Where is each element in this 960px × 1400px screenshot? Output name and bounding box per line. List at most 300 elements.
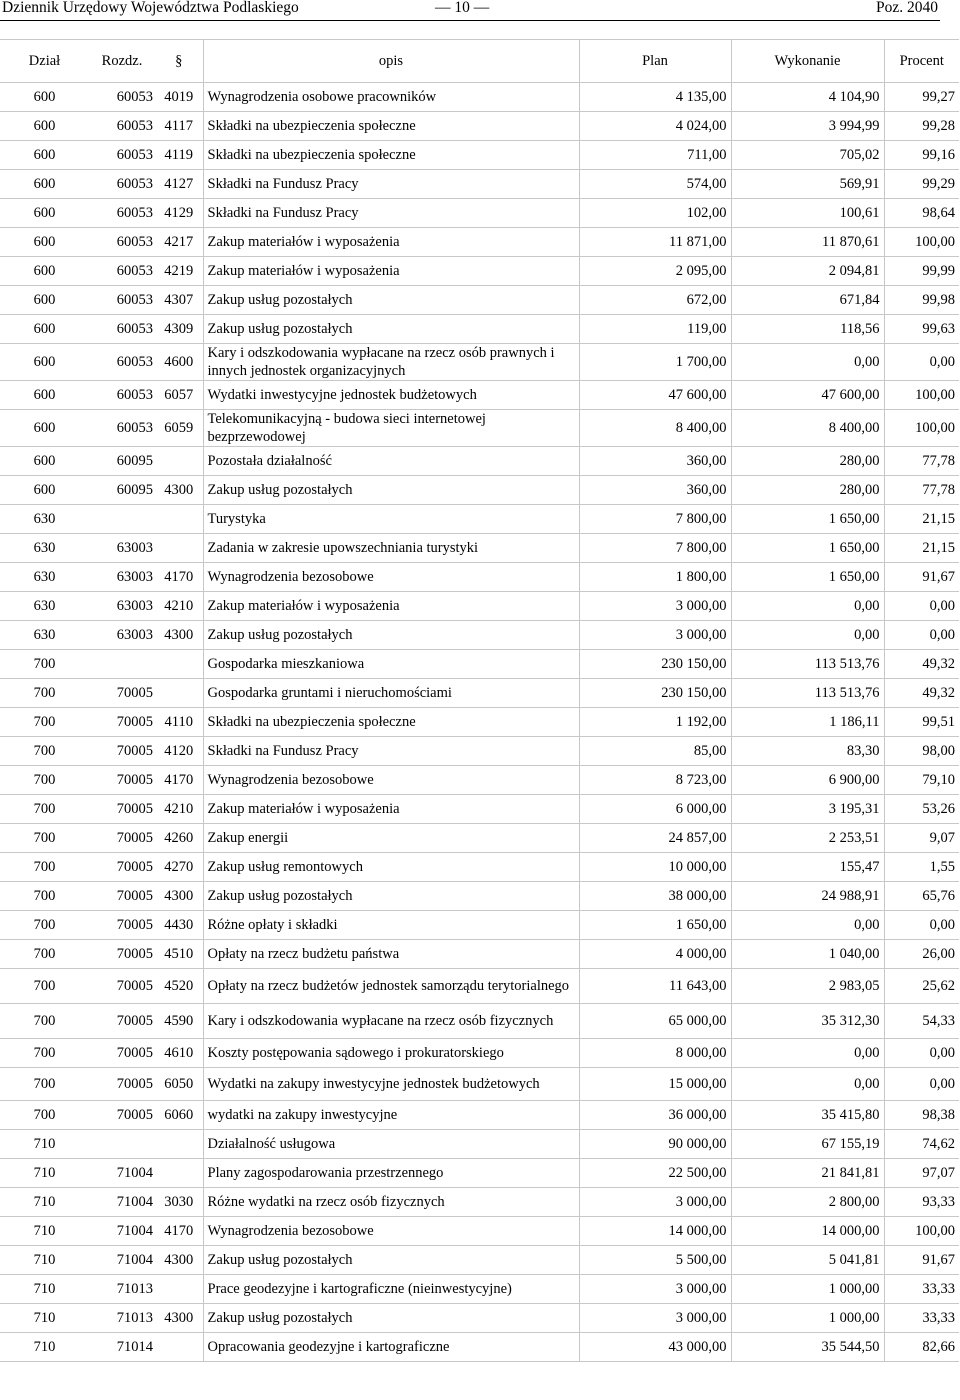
cell-paragraf: 6059 <box>155 410 203 447</box>
cell-dzial: 600 <box>0 228 89 257</box>
cell-opis: Zakup materiałów i wyposażenia <box>203 795 579 824</box>
cell-dzial: 710 <box>0 1304 89 1333</box>
table-row <box>0 170 959 199</box>
cell-dzial: 600 <box>0 344 89 381</box>
table-body <box>0 83 959 1362</box>
cell-wykonanie: 155,47 <box>731 853 884 882</box>
page-number: — 10 — <box>435 0 490 16</box>
cell-opis: Zakup usług remontowych <box>203 853 579 882</box>
cell-procent: 1,55 <box>884 853 959 882</box>
table-row <box>0 1275 959 1304</box>
cell-opis: Koszty postępowania sądowego i prokuratorskiego <box>203 1039 579 1068</box>
cell-paragraf: 4127 <box>155 170 203 199</box>
cell-plan: 3 000,00 <box>579 592 731 621</box>
table-row <box>0 882 959 911</box>
cell-plan: 1 700,00 <box>579 344 731 381</box>
table-row <box>0 112 959 141</box>
cell-opis: Gospodarka gruntami i nieruchomościami <box>203 679 579 708</box>
cell-opis: Zakup materiałów i wyposażenia <box>203 592 579 621</box>
cell-wykonanie: 0,00 <box>731 911 884 940</box>
cell-dzial: 600 <box>0 199 89 228</box>
cell-dzial: 710 <box>0 1130 89 1159</box>
cell-opis: wydatki na zakupy inwestycyjne <box>203 1101 579 1130</box>
cell-rozdzial: 60053 <box>89 257 155 286</box>
cell-opis: Kary i odszkodowania wypłacane na rzecz osób prawnych i innych jednostek organizacyjnych <box>203 344 579 381</box>
cell-paragraf: 4300 <box>155 621 203 650</box>
cell-wykonanie: 705,02 <box>731 141 884 170</box>
cell-procent: 100,00 <box>884 410 959 447</box>
cell-wykonanie: 24 988,91 <box>731 882 884 911</box>
col-header-opis: opis <box>203 40 579 83</box>
cell-paragraf <box>155 679 203 708</box>
cell-wykonanie: 113 513,76 <box>731 650 884 679</box>
cell-dzial: 700 <box>0 911 89 940</box>
cell-procent: 0,00 <box>884 344 959 381</box>
cell-dzial: 700 <box>0 940 89 969</box>
cell-rozdzial: 60053 <box>89 315 155 344</box>
cell-procent: 93,33 <box>884 1188 959 1217</box>
cell-plan: 3 000,00 <box>579 1188 731 1217</box>
cell-rozdzial: 71004 <box>89 1246 155 1275</box>
cell-dzial: 700 <box>0 795 89 824</box>
table-row <box>0 344 959 381</box>
cell-plan: 672,00 <box>579 286 731 315</box>
cell-paragraf: 4019 <box>155 83 203 112</box>
cell-dzial: 700 <box>0 650 89 679</box>
cell-plan: 4 024,00 <box>579 112 731 141</box>
cell-wykonanie: 21 841,81 <box>731 1159 884 1188</box>
table-row <box>0 228 959 257</box>
table-row <box>0 1039 959 1068</box>
cell-opis: Składki na ubezpieczenia społeczne <box>203 112 579 141</box>
cell-paragraf: 4610 <box>155 1039 203 1068</box>
cell-wykonanie: 1 000,00 <box>731 1275 884 1304</box>
table-row <box>0 679 959 708</box>
cell-dzial: 630 <box>0 592 89 621</box>
cell-rozdzial: 60053 <box>89 228 155 257</box>
cell-procent: 0,00 <box>884 1068 959 1101</box>
cell-plan: 24 857,00 <box>579 824 731 853</box>
cell-wykonanie: 1 186,11 <box>731 708 884 737</box>
cell-wykonanie: 100,61 <box>731 199 884 228</box>
table-row <box>0 1159 959 1188</box>
cell-paragraf: 6057 <box>155 381 203 410</box>
table-row <box>0 141 959 170</box>
cell-wykonanie: 67 155,19 <box>731 1130 884 1159</box>
cell-paragraf: 6050 <box>155 1068 203 1101</box>
cell-opis: Składki na Fundusz Pracy <box>203 199 579 228</box>
table-row <box>0 969 959 1004</box>
table-row <box>0 1304 959 1333</box>
cell-wykonanie: 2 253,51 <box>731 824 884 853</box>
cell-procent: 99,27 <box>884 83 959 112</box>
cell-procent: 0,00 <box>884 1039 959 1068</box>
cell-wykonanie: 8 400,00 <box>731 410 884 447</box>
cell-procent: 97,07 <box>884 1159 959 1188</box>
cell-paragraf <box>155 505 203 534</box>
cell-opis: Różne wydatki na rzecz osób fizycznych <box>203 1188 579 1217</box>
budget-table <box>0 39 959 1362</box>
cell-wykonanie: 1 650,00 <box>731 505 884 534</box>
cell-paragraf: 4300 <box>155 1304 203 1333</box>
table-row <box>0 940 959 969</box>
table-row <box>0 737 959 766</box>
cell-wykonanie: 671,84 <box>731 286 884 315</box>
cell-paragraf: 4119 <box>155 141 203 170</box>
cell-paragraf: 4300 <box>155 1246 203 1275</box>
cell-plan: 15 000,00 <box>579 1068 731 1101</box>
cell-procent: 99,63 <box>884 315 959 344</box>
cell-wykonanie: 5 041,81 <box>731 1246 884 1275</box>
cell-wykonanie: 35 312,30 <box>731 1004 884 1039</box>
col-header-dzial: Dział <box>0 40 89 83</box>
cell-opis: Opracowania geodezyjne i kartograficzne <box>203 1333 579 1362</box>
cell-plan: 11 643,00 <box>579 969 731 1004</box>
cell-rozdzial: 70005 <box>89 679 155 708</box>
cell-paragraf <box>155 1159 203 1188</box>
cell-rozdzial: 71014 <box>89 1333 155 1362</box>
cell-paragraf <box>155 1275 203 1304</box>
cell-wykonanie: 2 983,05 <box>731 969 884 1004</box>
cell-procent: 53,26 <box>884 795 959 824</box>
cell-opis: Telekomunikacyjną - budowa sieci internetowej bezprzewodowej <box>203 410 579 447</box>
cell-rozdzial: 70005 <box>89 824 155 853</box>
cell-dzial: 600 <box>0 112 89 141</box>
cell-opis: Wynagrodzenia osobowe pracowników <box>203 83 579 112</box>
cell-dzial: 710 <box>0 1333 89 1362</box>
cell-paragraf <box>155 1130 203 1159</box>
cell-wykonanie: 569,91 <box>731 170 884 199</box>
cell-rozdzial <box>89 650 155 679</box>
cell-dzial: 630 <box>0 534 89 563</box>
cell-procent: 9,07 <box>884 824 959 853</box>
cell-plan: 119,00 <box>579 315 731 344</box>
cell-rozdzial: 70005 <box>89 795 155 824</box>
cell-procent: 79,10 <box>884 766 959 795</box>
cell-plan: 8 000,00 <box>579 1039 731 1068</box>
cell-opis: Turystyka <box>203 505 579 534</box>
cell-opis: Prace geodezyjne i kartograficzne (nieinwestycyjne) <box>203 1275 579 1304</box>
cell-wykonanie: 3 195,31 <box>731 795 884 824</box>
cell-plan: 43 000,00 <box>579 1333 731 1362</box>
cell-paragraf: 4217 <box>155 228 203 257</box>
table-row <box>0 795 959 824</box>
cell-procent: 25,62 <box>884 969 959 1004</box>
cell-wykonanie: 1 000,00 <box>731 1304 884 1333</box>
cell-wykonanie: 35 415,80 <box>731 1101 884 1130</box>
cell-plan: 3 000,00 <box>579 1304 731 1333</box>
cell-paragraf: 4117 <box>155 112 203 141</box>
cell-procent: 0,00 <box>884 592 959 621</box>
cell-wykonanie: 3 994,99 <box>731 112 884 141</box>
table-row <box>0 853 959 882</box>
cell-opis: Składki na Fundusz Pracy <box>203 170 579 199</box>
cell-wykonanie: 11 870,61 <box>731 228 884 257</box>
cell-rozdzial: 70005 <box>89 766 155 795</box>
cell-dzial: 700 <box>0 1039 89 1068</box>
cell-plan: 3 000,00 <box>579 1275 731 1304</box>
cell-plan: 3 000,00 <box>579 621 731 650</box>
cell-paragraf: 4590 <box>155 1004 203 1039</box>
cell-dzial: 630 <box>0 505 89 534</box>
cell-plan: 90 000,00 <box>579 1130 731 1159</box>
cell-paragraf <box>155 534 203 563</box>
cell-dzial: 710 <box>0 1275 89 1304</box>
cell-paragraf: 4170 <box>155 1217 203 1246</box>
cell-wykonanie: 35 544,50 <box>731 1333 884 1362</box>
cell-procent: 98,64 <box>884 199 959 228</box>
cell-rozdzial: 70005 <box>89 1039 155 1068</box>
cell-paragraf: 4260 <box>155 824 203 853</box>
cell-rozdzial: 70005 <box>89 1101 155 1130</box>
cell-opis: Wynagrodzenia bezosobowe <box>203 563 579 592</box>
cell-plan: 11 871,00 <box>579 228 731 257</box>
cell-wykonanie: 1 040,00 <box>731 940 884 969</box>
cell-dzial: 710 <box>0 1246 89 1275</box>
cell-procent: 100,00 <box>884 1217 959 1246</box>
cell-paragraf: 3030 <box>155 1188 203 1217</box>
cell-plan: 1 800,00 <box>579 563 731 592</box>
cell-opis: Pozostała działalność <box>203 447 579 476</box>
cell-opis: Wynagrodzenia bezosobowe <box>203 766 579 795</box>
cell-opis: Opłaty na rzecz budżetu państwa <box>203 940 579 969</box>
col-header-plan: Plan <box>579 40 731 83</box>
page-header <box>0 0 960 24</box>
cell-rozdzial: 70005 <box>89 1004 155 1039</box>
cell-dzial: 700 <box>0 969 89 1004</box>
cell-plan: 7 800,00 <box>579 505 731 534</box>
cell-dzial: 710 <box>0 1159 89 1188</box>
cell-wykonanie: 0,00 <box>731 1068 884 1101</box>
cell-rozdzial <box>89 1130 155 1159</box>
table-row <box>0 476 959 505</box>
cell-opis: Zakup materiałów i wyposażenia <box>203 257 579 286</box>
cell-paragraf: 4129 <box>155 199 203 228</box>
cell-dzial: 600 <box>0 286 89 315</box>
cell-opis: Wynagrodzenia bezosobowe <box>203 1217 579 1246</box>
cell-procent: 91,67 <box>884 563 959 592</box>
cell-wykonanie: 113 513,76 <box>731 679 884 708</box>
cell-procent: 99,29 <box>884 170 959 199</box>
cell-plan: 1 650,00 <box>579 911 731 940</box>
cell-procent: 99,98 <box>884 286 959 315</box>
cell-plan: 10 000,00 <box>579 853 731 882</box>
cell-opis: Zakup usług pozostałych <box>203 315 579 344</box>
table-row <box>0 650 959 679</box>
cell-rozdzial: 60095 <box>89 447 155 476</box>
cell-dzial: 600 <box>0 410 89 447</box>
cell-dzial: 600 <box>0 315 89 344</box>
table-row <box>0 1004 959 1039</box>
cell-rozdzial: 60053 <box>89 286 155 315</box>
cell-rozdzial: 71013 <box>89 1304 155 1333</box>
cell-rozdzial: 71004 <box>89 1217 155 1246</box>
cell-dzial: 700 <box>0 882 89 911</box>
cell-dzial: 700 <box>0 1068 89 1101</box>
table-row <box>0 447 959 476</box>
cell-opis: Różne opłaty i składki <box>203 911 579 940</box>
cell-paragraf: 4309 <box>155 315 203 344</box>
cell-plan: 4 000,00 <box>579 940 731 969</box>
cell-procent: 49,32 <box>884 650 959 679</box>
cell-paragraf <box>155 1333 203 1362</box>
table-row <box>0 563 959 592</box>
cell-paragraf: 4510 <box>155 940 203 969</box>
cell-dzial: 700 <box>0 737 89 766</box>
cell-paragraf: 4170 <box>155 563 203 592</box>
cell-rozdzial: 60053 <box>89 344 155 381</box>
cell-paragraf: 4110 <box>155 708 203 737</box>
cell-opis: Zakup materiałów i wyposażenia <box>203 228 579 257</box>
cell-procent: 21,15 <box>884 505 959 534</box>
cell-rozdzial: 70005 <box>89 911 155 940</box>
cell-procent: 77,78 <box>884 476 959 505</box>
cell-opis: Zakup usług pozostałych <box>203 286 579 315</box>
table-row <box>0 911 959 940</box>
cell-opis: Zakup usług pozostałych <box>203 1246 579 1275</box>
cell-wykonanie: 280,00 <box>731 476 884 505</box>
cell-wykonanie: 2 094,81 <box>731 257 884 286</box>
cell-procent: 91,67 <box>884 1246 959 1275</box>
cell-rozdzial: 71013 <box>89 1275 155 1304</box>
cell-opis: Opłaty na rzecz budżetów jednostek samorządu terytorialnego <box>203 969 579 1004</box>
table-row <box>0 824 959 853</box>
cell-rozdzial: 60053 <box>89 410 155 447</box>
cell-procent: 74,62 <box>884 1130 959 1159</box>
cell-dzial: 600 <box>0 83 89 112</box>
table-row <box>0 592 959 621</box>
cell-opis: Kary i odszkodowania wypłacane na rzecz osób fizycznych <box>203 1004 579 1039</box>
cell-plan: 22 500,00 <box>579 1159 731 1188</box>
cell-plan: 230 150,00 <box>579 679 731 708</box>
cell-rozdzial: 70005 <box>89 882 155 911</box>
cell-dzial: 700 <box>0 679 89 708</box>
cell-rozdzial: 60053 <box>89 199 155 228</box>
cell-procent: 99,51 <box>884 708 959 737</box>
cell-wykonanie: 2 800,00 <box>731 1188 884 1217</box>
cell-rozdzial <box>89 505 155 534</box>
cell-rozdzial: 60095 <box>89 476 155 505</box>
cell-plan: 1 192,00 <box>579 708 731 737</box>
table-row <box>0 315 959 344</box>
cell-paragraf: 4307 <box>155 286 203 315</box>
cell-procent: 99,16 <box>884 141 959 170</box>
table-row <box>0 505 959 534</box>
cell-rozdzial: 70005 <box>89 708 155 737</box>
cell-plan: 102,00 <box>579 199 731 228</box>
cell-procent: 0,00 <box>884 911 959 940</box>
cell-opis: Zakup energii <box>203 824 579 853</box>
cell-wykonanie: 6 900,00 <box>731 766 884 795</box>
cell-plan: 711,00 <box>579 141 731 170</box>
cell-paragraf: 4300 <box>155 476 203 505</box>
cell-procent: 21,15 <box>884 534 959 563</box>
cell-plan: 47 600,00 <box>579 381 731 410</box>
cell-opis: Wydatki na zakupy inwestycyjne jednostek budżetowych <box>203 1068 579 1101</box>
cell-rozdzial: 60053 <box>89 381 155 410</box>
cell-rozdzial: 63003 <box>89 592 155 621</box>
cell-procent: 98,00 <box>884 737 959 766</box>
table-row <box>0 1101 959 1130</box>
col-header-procent: Procent <box>884 40 959 83</box>
header-rule <box>0 20 940 21</box>
cell-procent: 54,33 <box>884 1004 959 1039</box>
cell-rozdzial: 71004 <box>89 1159 155 1188</box>
cell-procent: 77,78 <box>884 447 959 476</box>
cell-wykonanie: 0,00 <box>731 344 884 381</box>
cell-opis: Zakup usług pozostałych <box>203 882 579 911</box>
cell-dzial: 600 <box>0 141 89 170</box>
table-row <box>0 621 959 650</box>
table-row <box>0 1188 959 1217</box>
cell-procent: 99,28 <box>884 112 959 141</box>
cell-dzial: 700 <box>0 766 89 795</box>
cell-paragraf: 4210 <box>155 592 203 621</box>
table-row <box>0 83 959 112</box>
cell-procent: 65,76 <box>884 882 959 911</box>
cell-opis: Zakup usług pozostałych <box>203 476 579 505</box>
cell-wykonanie: 0,00 <box>731 592 884 621</box>
table-row <box>0 286 959 315</box>
col-header-paragraf: § <box>155 40 203 83</box>
cell-dzial: 600 <box>0 381 89 410</box>
cell-dzial: 710 <box>0 1217 89 1246</box>
table-row <box>0 1246 959 1275</box>
table-row <box>0 766 959 795</box>
cell-dzial: 700 <box>0 853 89 882</box>
table-header-row <box>0 40 959 83</box>
cell-dzial: 600 <box>0 257 89 286</box>
table-row <box>0 381 959 410</box>
cell-rozdzial: 63003 <box>89 621 155 650</box>
cell-procent: 100,00 <box>884 228 959 257</box>
col-header-rozdz: Rozdz. <box>89 40 155 83</box>
cell-plan: 4 135,00 <box>579 83 731 112</box>
cell-rozdzial: 70005 <box>89 853 155 882</box>
cell-dzial: 630 <box>0 621 89 650</box>
cell-paragraf: 4170 <box>155 766 203 795</box>
cell-rozdzial: 60053 <box>89 170 155 199</box>
cell-procent: 82,66 <box>884 1333 959 1362</box>
cell-dzial: 700 <box>0 1004 89 1039</box>
cell-procent: 33,33 <box>884 1275 959 1304</box>
cell-opis: Zakup usług pozostałych <box>203 1304 579 1333</box>
cell-wykonanie: 83,30 <box>731 737 884 766</box>
cell-procent: 33,33 <box>884 1304 959 1333</box>
cell-rozdzial: 70005 <box>89 940 155 969</box>
journal-title: Dziennik Urzędowy Województwa Podlaskiego <box>2 0 299 16</box>
cell-opis: Plany zagospodarowania przestrzennego <box>203 1159 579 1188</box>
cell-rozdzial: 60053 <box>89 141 155 170</box>
cell-opis: Zadania w zakresie upowszechniania turystyki <box>203 534 579 563</box>
cell-dzial: 700 <box>0 1101 89 1130</box>
cell-procent: 98,38 <box>884 1101 959 1130</box>
cell-dzial: 700 <box>0 824 89 853</box>
table-row <box>0 410 959 447</box>
cell-procent: 100,00 <box>884 381 959 410</box>
cell-opis: Działalność usługowa <box>203 1130 579 1159</box>
cell-plan: 85,00 <box>579 737 731 766</box>
cell-plan: 8 400,00 <box>579 410 731 447</box>
cell-paragraf <box>155 447 203 476</box>
cell-dzial: 700 <box>0 708 89 737</box>
cell-plan: 360,00 <box>579 447 731 476</box>
table-row <box>0 1333 959 1362</box>
cell-procent: 49,32 <box>884 679 959 708</box>
cell-dzial: 600 <box>0 447 89 476</box>
position-number: Poz. 2040 <box>876 0 938 16</box>
cell-plan: 230 150,00 <box>579 650 731 679</box>
